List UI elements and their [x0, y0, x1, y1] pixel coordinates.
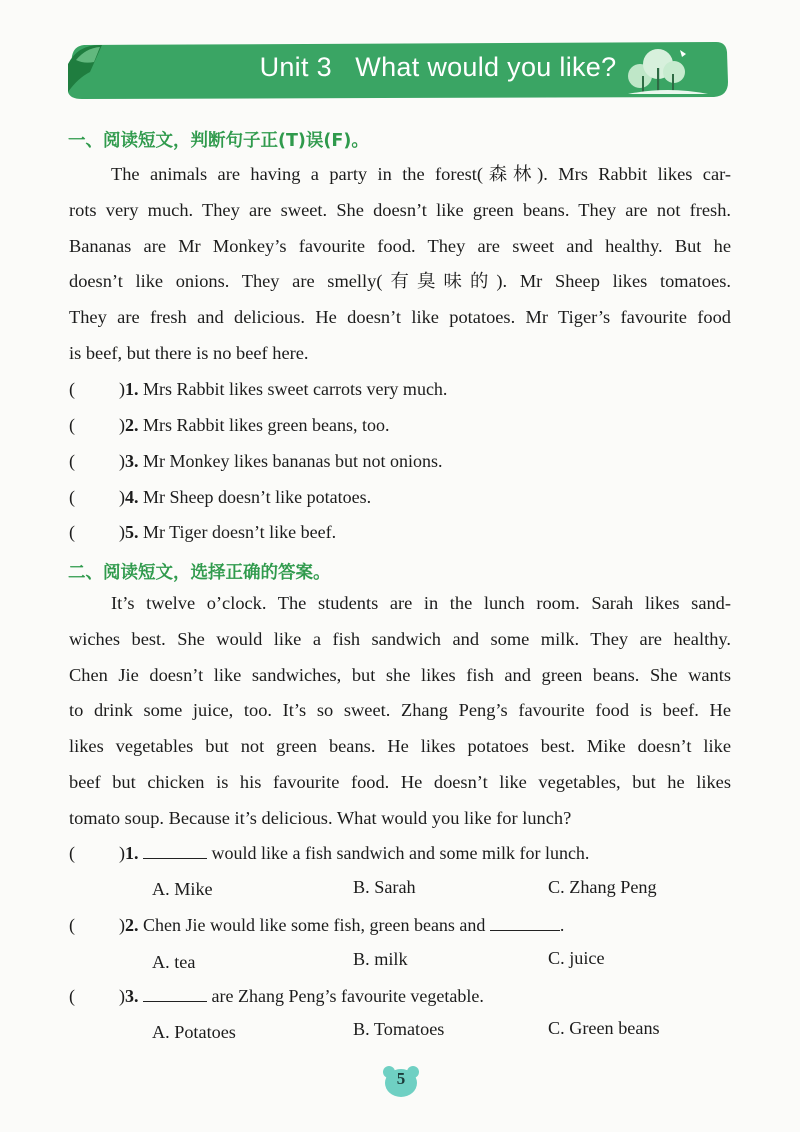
answer-paren-close: ) [119, 986, 125, 1006]
question-number: 5. [125, 522, 139, 542]
passage-line: is beef, but there is no beef here. [69, 342, 309, 363]
question-number: 4. [125, 487, 139, 507]
question-number: 3. [125, 451, 139, 471]
tf-question-4 [69, 487, 371, 508]
question-text: Mrs Rabbit likes sweet carrots very much. [138, 379, 448, 399]
answer-paren-open[interactable]: ( [69, 487, 75, 507]
passage-line: rots very much. They are sweet. She doesn’t like green beans. They are not fresh. [69, 199, 731, 220]
tf-question-1 [69, 379, 447, 400]
mc-question-3 [69, 985, 484, 1007]
question-text-before: Chen Jie would like some fish, green beans and [138, 915, 490, 935]
answer-paren-close: ) [119, 522, 125, 542]
tf-question-2 [69, 415, 389, 436]
passage-line: likes vegetables but not green beans. He likes potatoes best. Mike doesn’t like [69, 736, 731, 757]
option-a[interactable]: A. Mike [152, 879, 213, 899]
passage-line: to drink some juice, too. It’s so sweet. Zhang Peng’s favourite food is beef. He [69, 700, 731, 721]
question-text: Mrs Rabbit likes green beans, too. [138, 415, 390, 435]
answer-paren-close: ) [119, 379, 125, 399]
answer-paren-close: ) [119, 915, 125, 935]
fill-blank[interactable] [143, 842, 207, 859]
option-c[interactable]: C. Green beans [548, 1018, 660, 1038]
passage-line: It’s twelve o’clock. The students are in the lunch room. Sarah likes sand- [111, 593, 731, 613]
section2-passage [69, 586, 731, 837]
answer-paren-close: ) [119, 451, 125, 471]
question-text-after: would like a fish sandwich and some milk for lunch. [207, 843, 590, 863]
passage-line: Bananas are Mr Monkey’s favourite food. They are sweet and healthy. But he [69, 235, 731, 256]
passage-line: Chen Jie doesn’t like sandwiches, but she likes fish and green beans. She wants [69, 664, 731, 685]
section1-passage [69, 157, 731, 372]
option-c[interactable]: C. Zhang Peng [548, 877, 657, 897]
passage-line: The animals are having a party in the forest(森林). Mrs Rabbit likes car- [111, 164, 731, 184]
question-number: 2. [125, 415, 139, 435]
fill-blank[interactable] [143, 985, 207, 1002]
page-number-badge [382, 1064, 420, 1098]
answer-paren-open[interactable]: ( [69, 522, 75, 542]
mc-question-1 [69, 842, 589, 864]
question-text-after: are Zhang Peng’s favourite vegetable. [207, 986, 484, 1006]
option-c[interactable]: C. juice [548, 948, 605, 968]
passage-line: beef but chicken is his favourite food. He doesn’t like vegetables, but he likes [69, 771, 731, 792]
option-b[interactable]: B. Tomatoes [353, 1019, 445, 1039]
mc-question-2 [69, 914, 564, 936]
option-a[interactable]: A. tea [152, 952, 196, 972]
option-b[interactable]: B. milk [353, 949, 408, 969]
answer-paren-close: ) [119, 487, 125, 507]
question-number: 2. [125, 915, 139, 935]
section1-title: 一、阅读短文，判断句子正(T)误(F)。 [68, 131, 369, 151]
answer-paren-open[interactable]: ( [69, 915, 75, 935]
page-number: 5 [396, 1069, 406, 1088]
answer-paren-close: ) [119, 843, 125, 863]
answer-paren-open[interactable]: ( [69, 415, 75, 435]
question-number: 1. [125, 843, 139, 863]
fill-blank[interactable] [490, 914, 560, 931]
section2-title: 二、阅读短文，选择正确的答案。 [68, 563, 331, 583]
tf-question-5 [69, 522, 336, 543]
answer-paren-open[interactable]: ( [69, 843, 75, 863]
tf-question-3 [69, 451, 442, 472]
unit-title: Unit 3 What would you like? [259, 52, 617, 82]
question-text: Mr Sheep doesn’t like potatoes. [138, 487, 372, 507]
passage-line: wiches best. She would like a fish sandwich and some milk. They are healthy. [69, 628, 731, 649]
question-text: Mr Monkey likes bananas but not onions. [138, 451, 443, 471]
passage-line: doesn’t like onions. They are smelly(有臭味的). Mr Sheep likes tomatoes. [69, 271, 731, 292]
unit-banner [68, 42, 728, 100]
answer-paren-open[interactable]: ( [69, 986, 75, 1006]
question-number: 1. [125, 379, 139, 399]
option-a[interactable]: A. Potatoes [152, 1022, 236, 1042]
answer-paren-open[interactable]: ( [69, 379, 75, 399]
answer-paren-close: ) [119, 415, 125, 435]
passage-line: They are fresh and delicious. He doesn’t like potatoes. Mr Tiger’s favourite food [69, 307, 731, 328]
passage-line: tomato soup. Because it’s delicious. What would you like for lunch? [69, 807, 572, 828]
answer-paren-open[interactable]: ( [69, 451, 75, 471]
question-text-after: . [559, 915, 565, 935]
question-number: 3. [125, 986, 139, 1006]
question-text: Mr Tiger doesn’t like beef. [138, 522, 337, 542]
option-b[interactable]: B. Sarah [353, 877, 416, 897]
